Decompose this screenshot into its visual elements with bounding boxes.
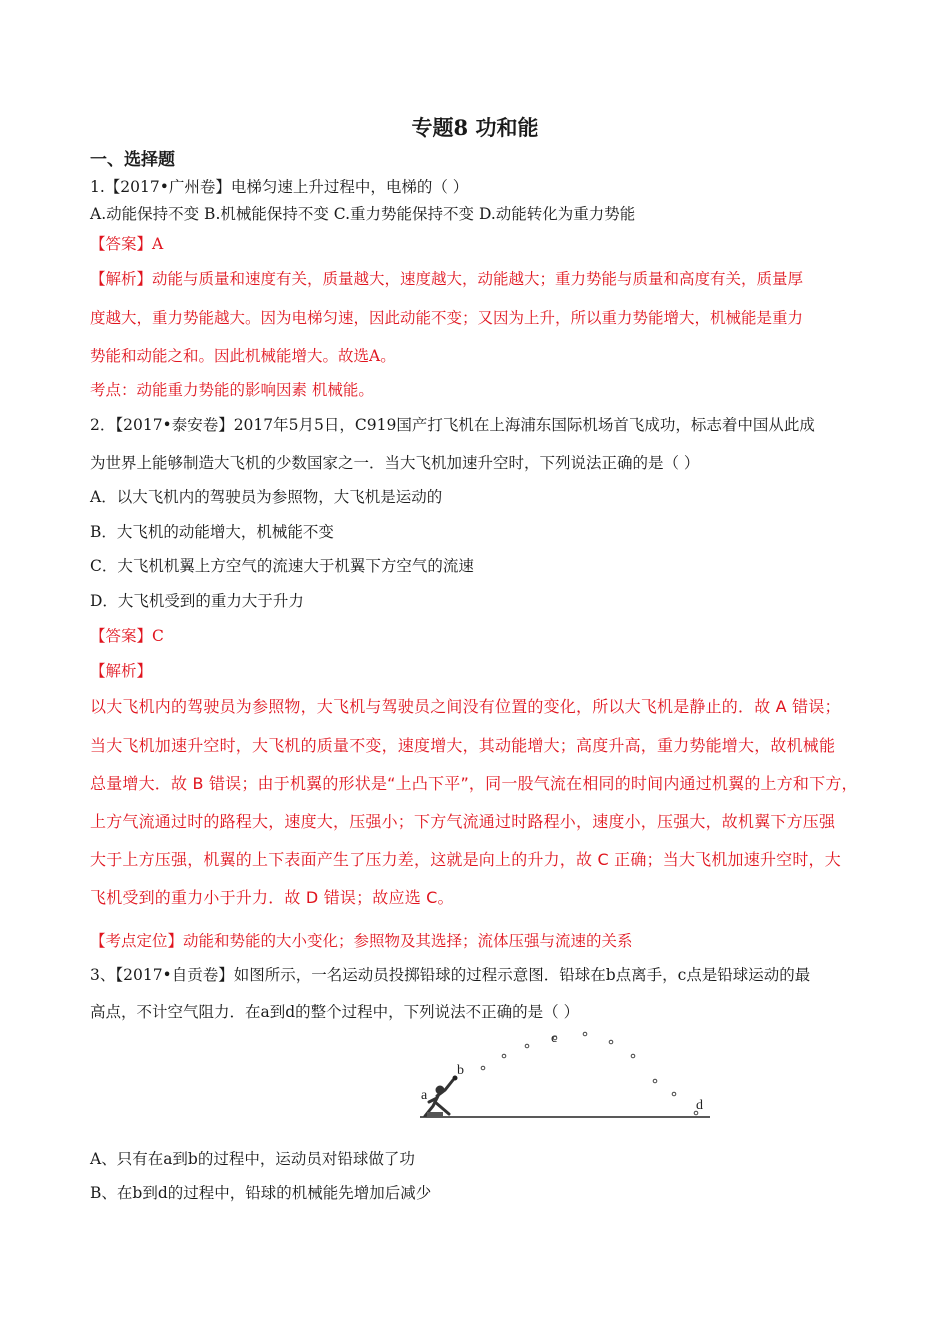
trajectory-points [481, 1032, 698, 1115]
q2-analysis-line: 上方气流通过时的路程大，速度大，压强小；下方气流通过时路程小，速度小，压强大，故机翼下方压强 [90, 812, 836, 831]
point-label-c: c [551, 1031, 558, 1046]
q2-analysis-line: 当大飞机加速升空时，大飞机的质量不变，速度增大，其动能增大；高度升高，重力势能增大，故机械能 [90, 736, 836, 755]
q2-analysis-label: 【解析】 [90, 662, 153, 680]
point-label-a: a [421, 1088, 428, 1103]
q3-option-a: A、只有在a到b的过程中，运动员对铅球做了功 [90, 1150, 415, 1168]
q1-analysis-line: 度越大，重力势能越大。因为电梯匀速，因此动能不变；又因为上升，所以重力势能增大，机械能是重力 [90, 309, 804, 327]
q2-analysis-line: 总量增大．故 B 错误；由于机翼的形状是“上凸下平”，同一股气流在相同的时间内通过机翼的上方和下方， [90, 774, 858, 793]
q2-analysis-line: 大于上方压强，机翼的上下表面产生了压力差，这就是向上的升力，故 C 正确；当大飞机加速升空时，大 [90, 850, 841, 869]
athlete-figure [425, 1080, 453, 1117]
q2-stem-line: 2．【2017•泰安卷】2017年5月5日，C919国产打飞机在上海浦东国际机场首飞成功，标志着中国从此成 [90, 416, 815, 434]
q1-answer: 【答案】A [90, 235, 164, 253]
q1-analysis-line: 势能和动能之和。因此机械能增大。故选A。 [90, 347, 396, 365]
q2-knowledge-point: 【考点定位】动能和势能的大小变化；参照物及其选择；流体压强与流速的关系 [90, 932, 633, 950]
shot-put-trajectory-figure [415, 1028, 715, 1123]
q1-options: A.动能保持不变 B.机械能保持不变 C.重力势能保持不变 D.动能转化为重力势能 [90, 205, 636, 223]
q1-stem: 1.【2017•广州卷】电梯匀速上升过程中，电梯的（ ） [90, 178, 469, 196]
q2-answer: 【答案】C [90, 627, 164, 645]
q1-analysis-line: 【解析】动能与质量和速度有关，质量越大，速度越大，动能越大；重力势能与质量和高度有关，质量厚 [90, 270, 804, 288]
point-label-b: b [457, 1063, 464, 1078]
q2-option-a: A．以大飞机内的驾驶员为参照物，大飞机是运动的 [90, 488, 443, 506]
q2-analysis-line: 以大飞机内的驾驶员为参照物，大飞机与驾驶员之间没有位置的变化，所以大飞机是静止的．故 A 错误； [90, 697, 841, 716]
point-label-d: d [696, 1098, 703, 1113]
q1-knowledge-point: 考点：动能重力势能的影响因素 机械能。 [90, 381, 374, 399]
q2-option-c: C．大飞机机翼上方空气的流速大于机翼下方空气的流速 [90, 557, 474, 575]
q2-stem-line: 为世界上能够制造大飞机的少数国家之一．当大飞机加速升空时，下列说法正确的是（ ） [90, 454, 700, 472]
q2-option-b: B．大飞机的动能增大，机械能不变 [90, 523, 334, 541]
q3-option-b: B、在b到d的过程中，铅球的机械能先增加后减少 [90, 1184, 432, 1202]
section-heading: 一、选择题 [90, 150, 175, 170]
q3-stem-line: 3、【2017•自贡卷】如图所示，一名运动员投掷铅球的过程示意图．铅球在b点离手，c点是铅球运动的最 [90, 966, 811, 984]
q2-analysis-line: 飞机受到的重力小于升力．故 D 错误；故应选 C。 [90, 888, 454, 907]
q2-option-d: D．大飞机受到的重力大于升力 [90, 592, 304, 610]
q3-stem-line: 高点，不计空气阻力．在a到d的整个过程中，下列说法不正确的是（ ） [90, 1003, 580, 1021]
page-title: 专题8 功和能 [411, 115, 539, 140]
